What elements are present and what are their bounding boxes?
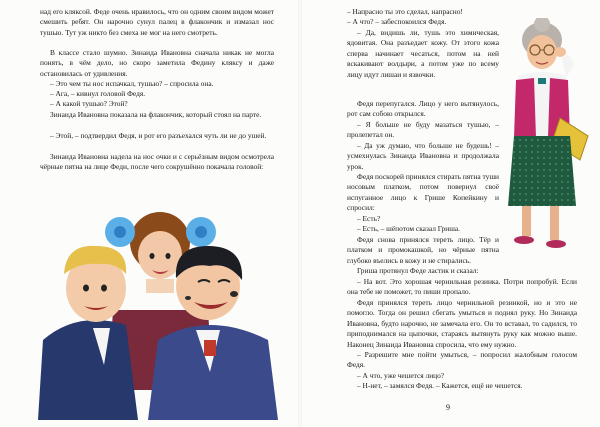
paragraph: Гриша протянул Феде ластик и сказал: [357, 266, 479, 275]
paragraph: – Есть? [357, 214, 381, 223]
paragraph: – Этой, – подтвердил Федя, и рот его разъехался чуть ли не до ушей. [50, 131, 267, 140]
paragraph: – Ага, – кивнул головой Федя. [50, 89, 146, 98]
paragraph: – А что? – забеспокоился Федя. [347, 17, 447, 26]
paragraph: – Это чем ты нос испачкал, тушью? – спросила она. [50, 79, 214, 88]
paragraph: над его кляксой. Феде очень нравилось, что он одним своим видом может смешить ребят. Он нарочно сунул палец в флакончик и измазал нос тушью. Тут уж никто без смеха не мог на него смотреть. [40, 7, 274, 37]
paragraph: – Я больше не буду мазаться тушью, – пролепетал он. [347, 120, 499, 140]
teacher-illustration [500, 18, 590, 253]
paragraph: – Разрешите мне пойти умыться, – попросил жалобным голосом Федя. [347, 350, 577, 370]
paragraph: Федя принялся тереть лицо чернильной резинкой, но и это не помогло. Тогда он решил сбегать умыться и поднял руку. Но Зинаида Ивановна, будто нарочно, не замечала его. Он то вставал, то садился, то приподнимался на цыпочки, стараясь вытянуть руку как можно выше. Наконец Зинаида Ивановна спросила, что ему нужно. [347, 298, 577, 349]
page-number: 9 [446, 403, 450, 412]
paragraph: – На вот. Это хорошая чернильная резинка. Потри попробуй. Если она тебе не поможет, то пиши пропало. [347, 277, 577, 297]
paragraph: – Да, видишь ли, тушь это химическая, ядовитая. Она разъедает кожу. От этого кожа сперва начинает чесаться, потом на ней вскакивают волдыри, а потом уже по всему лицу идут лишаи и язвочки. [347, 28, 499, 79]
paragraph: – Да уж думаю, что больше не будешь! – усмехнулась Зинаида Ивановна и продолжала урок. [347, 141, 499, 171]
paragraph: – Есть, – шёпотом сказал Гриша. [357, 224, 461, 233]
paragraph: Федя перепугался. Лицо у него вытянулось, рот сам собою открылся. [347, 99, 499, 119]
paragraph: Федя поскорей принялся стирать пятна туши носовым платком, потом повернул своё испуганное лицо к Грише Копейкину и спросил: [347, 172, 499, 213]
paragraph: Зинаида Ивановна показала на флакончик, который стоял на парте. [50, 110, 262, 119]
paragraph: Зинаида Ивановна надела на нос очки и с серьёзным видом осмотрела чёрные пятна на лице Феди, после чего сокрушённо покачала головой: [40, 152, 274, 172]
paragraph: В классе стало шумно. Зинаида Ивановна сначала никак не могла понять, в чём дело, но скоро заметила Федину кляксу и даже остановилась от удивления. [40, 48, 274, 78]
paragraph: – А какой тушью? Этой? [50, 99, 128, 108]
paragraph: – Н-нет, – замялся Федя. – Кажется, ещё не чешется. [357, 381, 523, 390]
paragraph: – Напрасно ты это сделал, напрасно! [347, 7, 463, 16]
paragraph: Федя снова принялся тереть лицо. Тёр и платком и промокашкой, но чёрные пятна глубоко въелись в кожу и не стирались. [347, 235, 499, 265]
children-illustration [38, 190, 278, 420]
right-page [300, 0, 600, 427]
paragraph: – А что, уже чешется лицо? [357, 371, 445, 380]
